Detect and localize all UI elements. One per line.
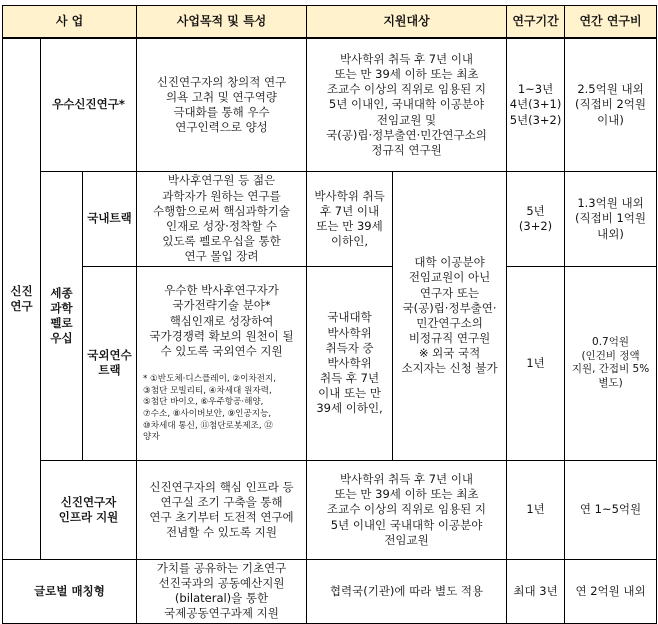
infra-period: 1년 — [507, 460, 565, 559]
row-global — [3, 559, 657, 623]
domestic-purpose: 박사후연구원 등 젊은 과학자가 원하는 연구를 수행함으로써 핵심과학기술 인재로 성장·정착할 수 있도록 펠로우십을 통한 연구 몰입 장려 — [137, 172, 307, 267]
excellent-budget: 2.5억원 내외 (직접비 2억원 이내) — [565, 38, 657, 172]
row-excellent — [3, 38, 657, 172]
row-sejong-overseas — [3, 267, 657, 461]
domestic-name: 국내트랙 — [83, 172, 137, 267]
infra-target: 박사학위 취득 후 7년 이내 또는 만 39세 이하 또는 최초 조교수 이상의 직위로 임용된 지 5년 이내인 국내대학 이공분야 전임교원 — [307, 460, 507, 559]
sejong-label: 세종 과학 펠로 우십 — [41, 172, 83, 461]
global-period: 최대 3년 — [507, 559, 565, 623]
infra-name: 신진연구자 인프라 지원 — [41, 460, 137, 559]
header-purpose: 사업목적 및 특성 — [137, 6, 307, 39]
excellent-name: 우수신진연구* — [41, 38, 137, 172]
research-program-table — [2, 5, 657, 624]
excellent-period: 1~3년 4년(3+1) 5년(3+2) — [507, 38, 565, 172]
domestic-period: 5년 (3+2) — [507, 172, 565, 267]
overseas-purpose-cell — [137, 267, 307, 461]
header-row — [3, 6, 657, 39]
overseas-name: 국외연수 트랙 — [83, 267, 137, 461]
overseas-purpose: 우수한 박사후연구자가 국가전략기술 분야* 핵심인재로 성장하여 국가경쟁력 확보의 원천이 될 수 있도록 국외연수 지원 — [149, 283, 294, 358]
overseas-strategic-fields-note: * ①반도체·디스플레이, ②이차전지, ③첨단 모빌리티, ④차세대 원자력, ⑤첨단 바이오, ⑥우주항공·해양, ⑦수소, ⑧사이버보안, ⑨인공지능, ⑩차세대 통신, ⑪첨단로봇제조, ⑫ 양자 — [143, 374, 277, 443]
domestic-target: 박사학위 취득 후 7년 이내 또는 만 39세 이하인, — [307, 172, 393, 267]
header-target: 지원대상 — [307, 6, 507, 39]
overseas-target: 국내대학 박사학위 취득자 중 박사학위 취득 후 7년 이내 또는 만 39세 이하인, — [307, 267, 393, 461]
overseas-period: 1년 — [507, 267, 565, 461]
global-purpose: 가치를 공유하는 기초연구 선진국과의 공동예산지원 (bilateral)을 통한 국제공동연구과제 지원 — [137, 559, 307, 623]
sejong-shared-target: 대학 이공분야 전임교원이 아닌 연구자 또는 국(공)립·정부출연· 민간연구소의 비정규직 연구원 ※ 외국 국적 소지자는 신청 불가 — [393, 172, 507, 461]
header-budget: 연간 연구비 — [565, 6, 657, 39]
excellent-target: 박사학위 취득 후 7년 이내 또는 만 39세 이하 또는 최초 조교수 이상의 직위로 임용된 지 5년 이내인, 국내대학 이공분야 전임교원 및 국(공)립·정부출연·민간연구소의 정규직 연구원 — [307, 38, 507, 172]
row-infra — [3, 460, 657, 559]
overseas-budget: 0.7억원 (인건비 정액 지원, 간접비 5% 별도) — [565, 267, 657, 461]
row-sejong-domestic — [3, 172, 657, 267]
domestic-budget: 1.3억원 내외 (직접비 1억원 내외) — [565, 172, 657, 267]
infra-budget: 연 1~5억원 — [565, 460, 657, 559]
global-target: 협력국(기관)에 따라 별도 적용 — [307, 559, 507, 623]
excellent-purpose: 신진연구자의 창의적 연구 의욕 고취 및 연구역량 극대화를 통해 우수 연구인력으로 양성 — [137, 38, 307, 172]
global-budget: 연 2억원 내외 — [565, 559, 657, 623]
infra-purpose: 신진연구자의 핵심 인프라 등 연구실 조기 구축을 통해 연구 초기부터 도전적 연구에 전념할 수 있도록 지원 — [137, 460, 307, 559]
header-business: 사 업 — [3, 6, 137, 39]
group-label-new-research: 신진 연구 — [3, 38, 41, 559]
header-period: 연구기간 — [507, 6, 565, 39]
global-name: 글로벌 매칭형 — [3, 559, 137, 623]
